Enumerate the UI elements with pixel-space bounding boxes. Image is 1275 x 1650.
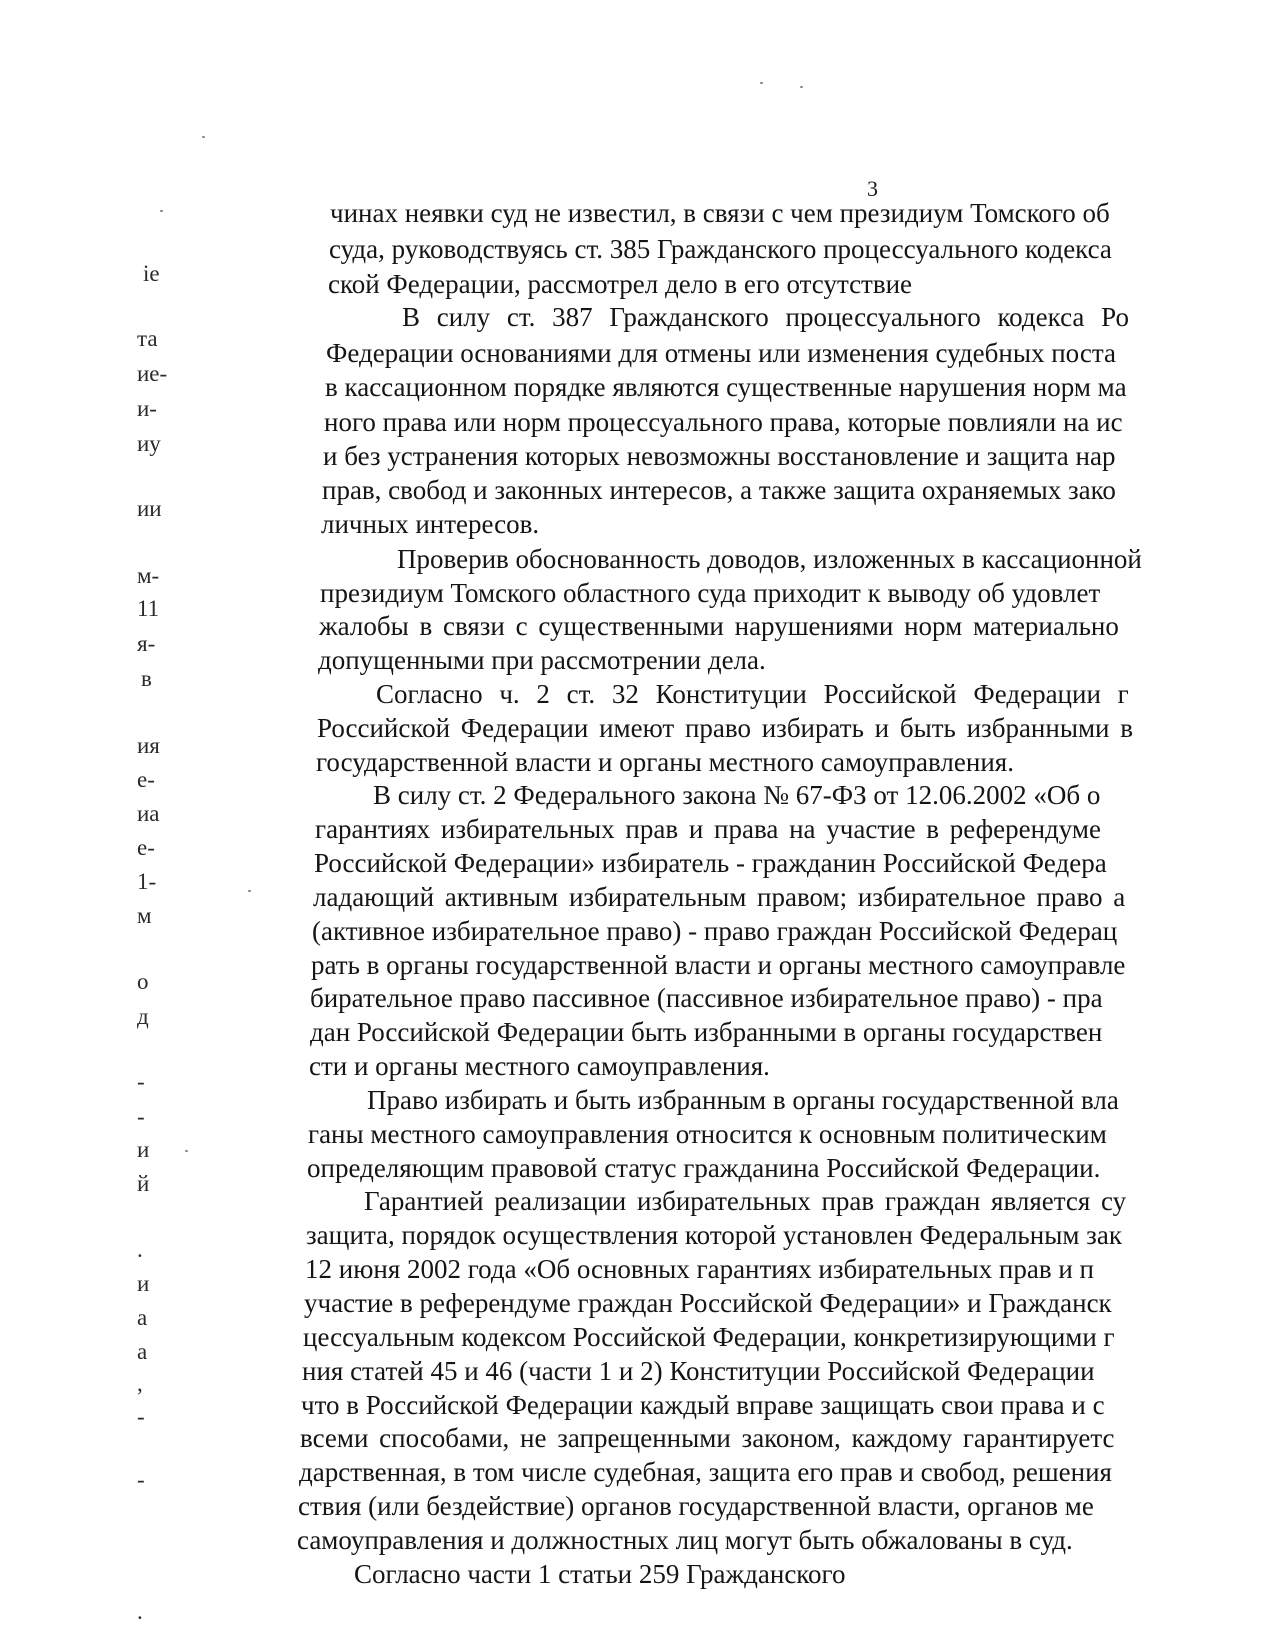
margin-fragment: а <box>137 1305 148 1330</box>
margin-fragment: е- <box>137 835 155 860</box>
text-line: определяющим правовой статус гражданина Российской Федерации. <box>307 1153 1101 1183</box>
text-line: дан Российской Федерации быть избранными в органы государствен <box>310 1017 1103 1047</box>
margin-fragment: иу <box>137 431 161 456</box>
text-line: жалобы в связи с существенными нарушениями норм материально <box>319 611 1119 641</box>
text-line: участие в референдуме граждан Российской Федерации» и Гражданск <box>304 1288 1112 1318</box>
text-line: ного права или норм процессуального права, которые повлияли на ис <box>324 407 1123 437</box>
margin-fragment: иа <box>137 801 160 826</box>
margin-fragment: е- <box>137 767 155 792</box>
text-line: ствия (или бездействие) органов государственной власти, органов ме <box>298 1491 1094 1521</box>
text-line: бирательное право пассивное (пассивное избирательное право) - пра <box>310 983 1103 1013</box>
margin-fragment: - <box>137 1104 145 1129</box>
text-line: допущенными при рассмотрении дела. <box>318 645 766 675</box>
text-line: защита, порядок осуществления которой установлен Федеральным зак <box>306 1220 1122 1250</box>
text-line: Согласно ч. 2 ст. 32 Конституции Российской Федерации г <box>376 679 1129 709</box>
margin-fragment: - <box>137 1069 145 1094</box>
text-line: ния статей 45 и 46 (части 1 и 2) Конституции Российской Федерации <box>302 1356 1095 1386</box>
margin-fragment: ie <box>143 261 160 286</box>
margin-fragment: , <box>137 1371 143 1396</box>
margin-fragment: я- <box>137 631 156 656</box>
margin-fragment: и- <box>137 396 157 421</box>
text-line: чинах неявки суд не известил, в связи с чем президиум Томского об <box>330 198 1110 228</box>
text-line: Право избирать и быть избранным в органы государственной вла <box>367 1085 1119 1115</box>
margin-fragment: и <box>137 1271 150 1296</box>
text-line: В силу ст. 387 Гражданского процессуального кодекса Ро <box>402 302 1129 332</box>
margin-fragment: . <box>137 1237 143 1262</box>
text-line: Согласно части 1 статьи 259 Гражданского <box>354 1559 846 1589</box>
margin-fragment: в <box>141 666 152 691</box>
margin-fragment: о <box>137 969 149 994</box>
text-line: ладающий активным избирательным правом; избирательное право а <box>313 882 1126 912</box>
text-line: цессуальным кодексом Российской Федерации, конкретизирующими г <box>303 1322 1115 1352</box>
margin-fragment: й <box>137 1171 150 1196</box>
margin-fragment: та <box>137 326 158 351</box>
margin-fragment: 1- <box>137 869 157 894</box>
margin-fragment: . <box>137 1599 143 1624</box>
margin-fragment: м- <box>137 563 160 588</box>
text-line: ганы местного самоуправления относится к основным политическим <box>308 1119 1107 1149</box>
text-line: ской Федерации, рассмотрел дело в его отсутствие <box>328 269 913 299</box>
margin-fragment: ия <box>137 733 160 758</box>
margin-fragment: ие- <box>137 361 168 386</box>
margin-fragment: а <box>137 1339 148 1364</box>
text-line: прав, свобод и законных интересов, а также защита охраняемых зако <box>322 475 1116 505</box>
text-line: суда, руководствуясь ст. 385 Гражданского процессуального кодекса <box>329 234 1112 264</box>
text-line: и без устранения которых невозможны восстановление и защита нар <box>323 441 1116 471</box>
text-line: Гарантией реализации избирательных прав граждан является су <box>364 1186 1127 1216</box>
text-line: (активное избирательное право) - право граждан Российской Федерац <box>312 916 1118 946</box>
margin-fragment: - <box>137 1404 145 1429</box>
text-line: самоуправления и должностных лиц могут быть обжалованы в суд. <box>297 1525 1073 1555</box>
margin-fragment: д <box>137 1004 149 1029</box>
margin-fragment: - <box>137 1467 145 1492</box>
text-line: дарственная, в том числе судебная, защита его прав и свобод, решения <box>299 1457 1112 1487</box>
text-line: гарантиях избирательных прав и права на участие в референдуме <box>315 814 1101 844</box>
margin-fragment: м <box>137 903 152 928</box>
margin-fragment: 11 <box>137 596 160 621</box>
text-line: рать в органы государственной власти и органы местного самоуправле <box>311 950 1126 980</box>
text-line: что в Российской Федерации каждый вправе защищать свои права и с <box>301 1390 1105 1420</box>
text-line: 12 июня 2002 года «Об основных гарантиях избирательных прав и п <box>305 1254 1094 1284</box>
margin-fragment: ии <box>137 496 162 521</box>
text-line: сти и органы местного самоуправления. <box>309 1051 770 1081</box>
text-line: всеми способами, не запрещенными законом, каждому гарантируетс <box>300 1423 1115 1453</box>
text-line: Российской Федерации имеют право избирать и быть избранными в <box>317 713 1134 743</box>
text-line: В силу ст. 2 Федерального закона № 67-ФЗ от 12.06.2002 «Об о <box>373 780 1101 810</box>
text-line: личных интересов. <box>321 509 540 539</box>
text-line: в кассационном порядке являются существенные нарушения норм ма <box>325 372 1127 402</box>
page-number: 3 <box>867 176 878 201</box>
text-line: президиум Томского областного суда приходит к выводу об удовлет <box>320 578 1101 608</box>
text-line: государственной власти и органы местного самоуправления. <box>316 747 1014 777</box>
text-line: Проверив обоснованность доводов, изложенных в кассационной <box>397 544 1142 574</box>
text-line: Российской Федерации» избиратель - гражданин Российской Федера <box>314 848 1107 878</box>
margin-fragment: и <box>137 1137 150 1162</box>
text-line: Федерации основаниями для отмены или изменения судебных поста <box>326 338 1116 368</box>
